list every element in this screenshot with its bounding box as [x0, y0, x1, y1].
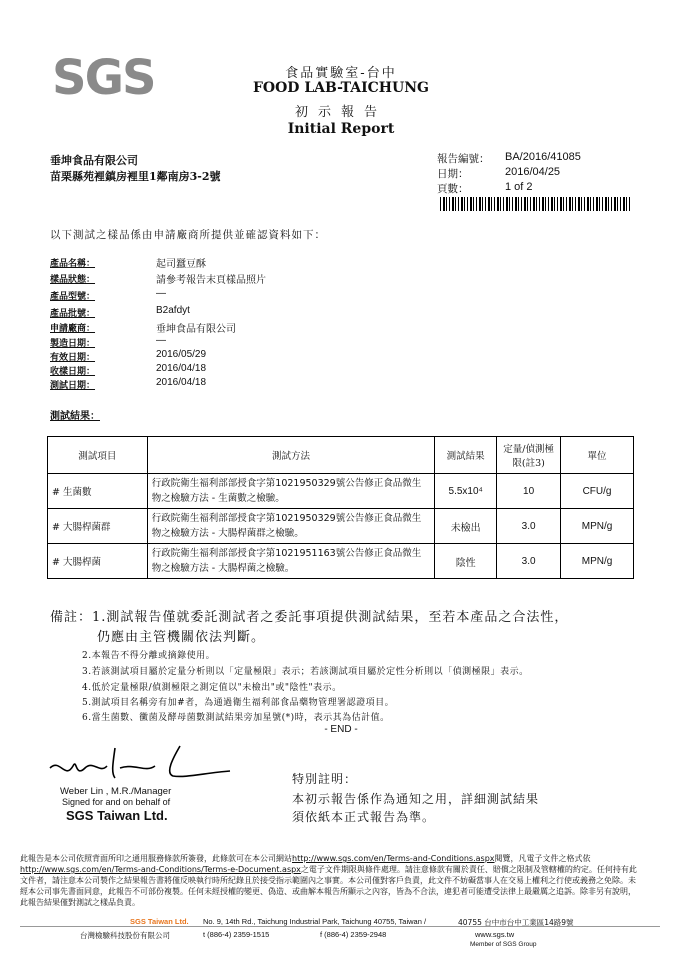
field-label-test-date: 測試日期： [50, 381, 96, 391]
field-label-sample-state: 樣品狀態： [50, 275, 96, 285]
header-test-item: 測試項目 [48, 437, 148, 474]
cell-unit: CFU/g [561, 474, 634, 509]
handwritten-signature [45, 738, 235, 788]
field-value-expiry-date: 2016/05/29 [156, 349, 207, 360]
table-header-row [48, 437, 634, 474]
field-value-batch: B2afdyt [156, 305, 190, 316]
header-unit: 單位 [561, 437, 634, 474]
table-row [48, 474, 634, 509]
note-4: 4.低於定量極限/偵測極限之測定值以"未檢出"或"陰性"表示。 [82, 683, 342, 693]
field-value-model: — [156, 288, 166, 299]
signatory-name: Weber Lin , M.R./Manager [60, 786, 172, 797]
special-note-line1: 本初示報告係作為通知之用，詳細測試結果 [292, 792, 540, 806]
field-label-batch: 產品批號： [50, 309, 96, 319]
footer-company-en: SGS Taiwan Ltd. [130, 917, 189, 926]
cell-limit: 10 [497, 474, 561, 509]
field-value-test-date: 2016/04/18 [156, 377, 207, 388]
results-title: 測試結果： [50, 411, 100, 422]
cell-result: 未檢出 [435, 509, 497, 544]
cell-result: 5.5x10⁴ [435, 474, 497, 509]
terms-link[interactable]: http://www.sgs.com/en/Terms-and-Conditions.aspx [292, 854, 495, 863]
cell-result: 陰性 [435, 544, 497, 579]
footer-address-zh: 40755 台中市台中工業區14路9號 [458, 918, 574, 927]
cell-limit: 3.0 [497, 509, 561, 544]
note-1a: 備註：1.測試報告僅就委託測試者之委託事項提供測試結果，至若本產品之合法性， [50, 610, 569, 625]
disclaimer-text-1: 此報告是本公司依照背面所印之通用服務條款所簽發，此條款可在本公司網站 [20, 854, 292, 863]
field-value-sample-state: 請參考報告末頁樣品照片 [156, 275, 266, 286]
client-name: 垂坤食品有限公司 [50, 154, 138, 167]
field-label-expiry-date: 有效日期： [50, 353, 96, 363]
cell-method: 行政院衛生福利部部授食字第1021951163號公告修正食品微生物之檢驗方法 - 大腸桿菌之檢驗。 [147, 544, 434, 579]
client-address: 苗栗縣苑裡鎮房裡里1鄰南房3-2號 [50, 170, 221, 183]
lab-title-en: FOOD LAB-TAICHUNG [252, 80, 430, 96]
disclaimer-text-2: 閱覽，凡電子文件之格式依 [494, 854, 591, 863]
header-test-method: 測試方法 [147, 437, 434, 474]
results-table [47, 436, 634, 579]
field-label-received-date: 收樣日期： [50, 367, 96, 377]
e-document-terms-link[interactable]: http://www.sgs.com/en/Terms-and-Conditions/Terms-e-Document.aspx [20, 865, 301, 874]
footer-company-zh: 台灣檢驗科技股份有限公司 [80, 931, 170, 940]
table-row [48, 544, 634, 579]
page-count-value: 1 of 2 [505, 181, 533, 193]
lab-title-zh: 食品實驗室-台中 [285, 66, 397, 81]
footer-tel: t (886-4) 2359-1515 [203, 930, 270, 939]
barcode [440, 197, 630, 211]
footer-member: Member of SGS Group [470, 941, 537, 948]
cell-unit: MPN/g [561, 544, 634, 579]
page-count-label: 頁數： [437, 183, 469, 195]
special-note-line2: 須依紙本正式報告為準。 [292, 810, 436, 824]
note-2: 2.本報告不得分離或摘錄使用。 [82, 651, 216, 661]
end-marker: - END - [324, 724, 358, 735]
special-note-title: 特別註明： [292, 772, 358, 786]
report-title-zh: 初示報告 [294, 105, 387, 120]
cell-item: # 大腸桿菌 [48, 544, 148, 579]
field-value-mfg-date: — [156, 335, 166, 346]
cell-limit: 3.0 [497, 544, 561, 579]
cell-method: 行政院衛生福利部部授食字第1021950329號公告修正食品微生物之檢驗方法 - 生菌數之檢驗。 [147, 474, 434, 509]
cell-unit: MPN/g [561, 509, 634, 544]
cell-item: # 大腸桿菌群 [48, 509, 148, 544]
signed-on-behalf: Signed for and on behalf of [62, 797, 171, 807]
footer-address-en: No. 9, 14th Rd., Taichung Industrial Park, Taichung 40755, Taiwan / [203, 917, 427, 926]
signatory-company: SGS Taiwan Ltd. [66, 808, 168, 823]
note-3: 3.若該測試項目屬於定量分析則以「定量極限」表示；若該測試項目屬於定性分析則以「偵測極限」表示。 [82, 667, 529, 677]
field-label-mfg-date: 製造日期： [50, 339, 96, 349]
note-6: 6.當生菌數、黴菌及酵母菌數測試結果旁加星號(*)時，表示其為估計值。 [82, 713, 390, 723]
field-label-model: 產品型號： [50, 292, 96, 302]
note-5: 5.測試項目名稱旁有加#者，為通過衛生福利部食品藥物管理署認證項目。 [82, 698, 395, 708]
report-date-label: 日期： [437, 168, 469, 180]
header-limit: 定量/偵測極限(註3) [497, 437, 561, 474]
report-number-label: 報告編號： [437, 153, 490, 165]
cell-item: # 生菌數 [48, 474, 148, 509]
field-value-product-name: 起司蠶豆酥 [156, 259, 206, 270]
disclaimer-text-3: 之電子文件期限與條件處理。請注意條款有關於責任、賠償之限制及管轄權的約定。任何持有此文件者，請注意本公司製作之結果報告書將僅反映執行時所紀錄且於接受指示範圍內之事實。本公司僅對客戶負責，此文件不妨礙當事人在交易上權利之行使或義務之免除。未經本公司事先書面同意，此報告不可部份複製。任何未經授權的變更、偽造、或曲解本報告所顯示之內容，皆為不合法，違犯者可能遭受法律上最嚴厲之追訴。除非另有說明，此報告結果僅對測試之樣品負責。 [20, 865, 637, 907]
table-row [48, 509, 634, 544]
field-label-applicant: 申請廠商： [50, 324, 96, 334]
header-test-result: 測試結果 [435, 437, 497, 474]
footer-web[interactable]: www.sgs.tw [475, 930, 515, 939]
report-number-value: BA/2016/41085 [505, 151, 581, 163]
intro-text: 以下測試之樣品係由申請廠商所提供並確認資料如下： [50, 229, 326, 241]
note-1b: 仍應由主管機關依法判斷。 [97, 630, 266, 645]
field-value-applicant: 垂坤食品有限公司 [156, 324, 236, 335]
disclaimer [20, 853, 642, 908]
field-value-received-date: 2016/04/18 [156, 363, 207, 374]
footer-fax: f (886-4) 2359-2948 [320, 930, 387, 939]
field-label-product-name: 產品名稱： [50, 259, 96, 269]
sgs-logo: SGS [52, 50, 155, 106]
report-title-en: Initial Report [287, 121, 395, 137]
cell-method: 行政院衛生福利部部授食字第1021950329號公告修正食品微生物之檢驗方法 - 大腸桿菌群之檢驗。 [147, 509, 434, 544]
report-date-value: 2016/04/25 [505, 166, 561, 178]
